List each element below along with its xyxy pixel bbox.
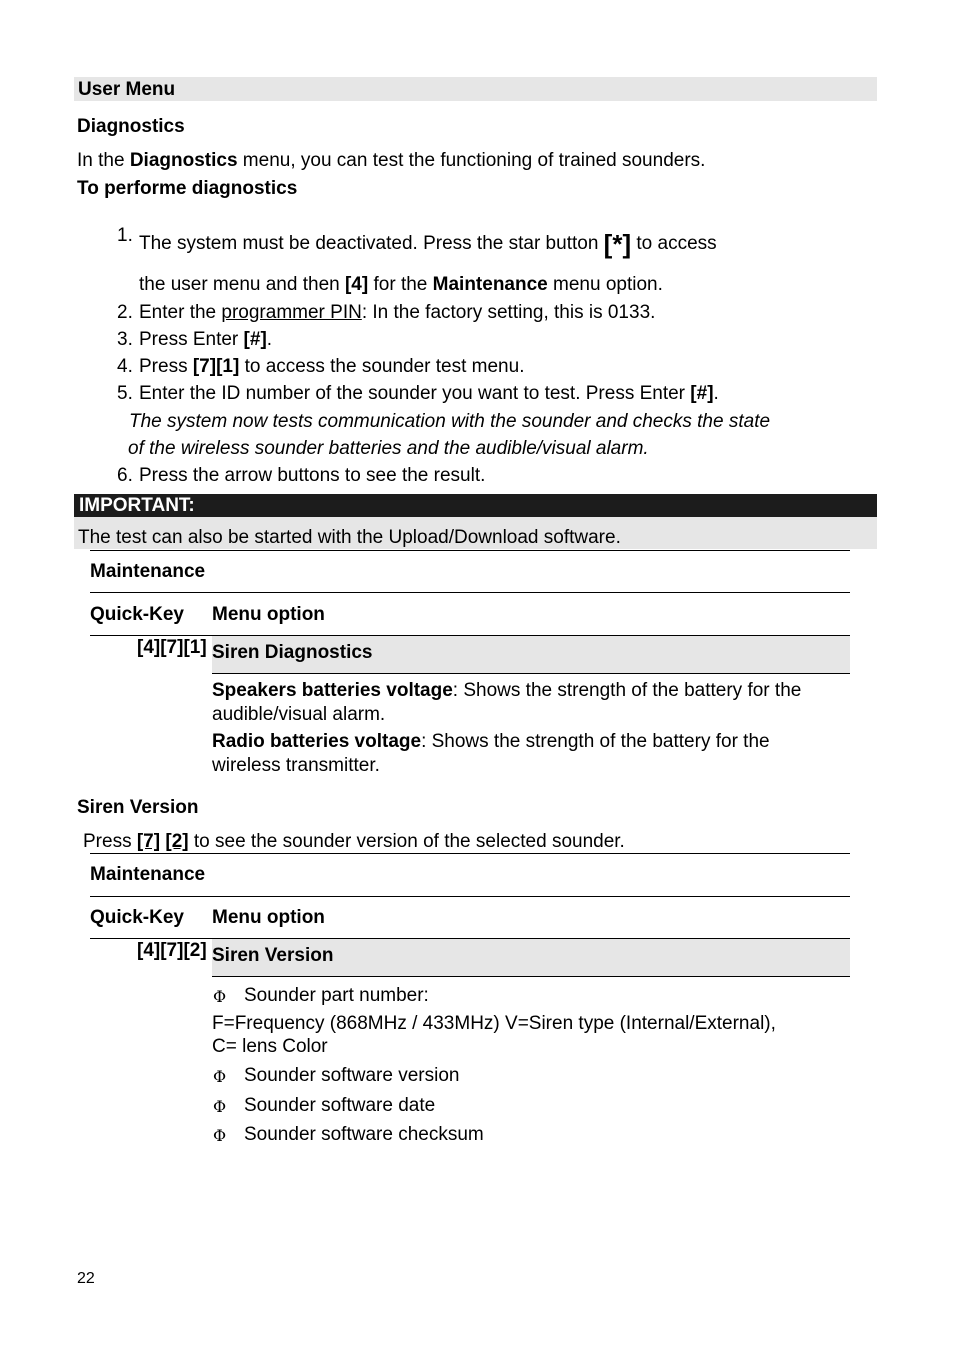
- step-4-number: 4.: [117, 356, 133, 377]
- step-3-text: Press Enter [#].: [139, 329, 273, 350]
- step-2-text: Enter the programmer PIN: In the factory setting, this is 0133.: [139, 302, 656, 323]
- step-6-number: 6.: [117, 465, 133, 486]
- table-2-key: [4][7][2]: [137, 940, 207, 961]
- table-1-detail-1: Speakers batteries voltage: Shows the strength of the battery for the: [212, 680, 802, 701]
- bullet-part-number: Sounder part number:: [244, 985, 429, 1006]
- step-5-number: 5.: [117, 383, 133, 404]
- part-number-detail-line-1: F=Frequency (868MHz / 433MHz) V=Siren type (Internal/External),: [212, 1013, 776, 1034]
- bullet-icon: Φ: [213, 987, 227, 1006]
- programmer-pin-link[interactable]: programmer PIN: [221, 302, 362, 323]
- bullet-icon: Φ: [213, 1126, 227, 1145]
- diagnostics-heading: Diagnostics: [77, 116, 185, 137]
- step-1-text: The system must be deactivated. Press the star button [*] to access: [139, 229, 717, 259]
- table-1-key: [4][7][1]: [137, 637, 207, 658]
- step-3-number: 3.: [117, 329, 133, 350]
- table-2-col-menu-option: Menu option: [212, 907, 325, 928]
- step-2-number: 2.: [117, 302, 133, 323]
- step-5-text: Enter the ID number of the sounder you want to test. Press Enter [#].: [139, 383, 719, 404]
- bullet-icon: Φ: [213, 1067, 227, 1086]
- table-1-detail-2: Radio batteries voltage: Shows the strength of the battery for the: [212, 731, 770, 752]
- table-2-option: Siren Version: [212, 945, 334, 966]
- step-1-number: 1.: [117, 225, 133, 246]
- step-5-note-line-2: of the wireless sounder batteries and the audible/visual alarm.: [128, 438, 649, 459]
- bullet-icon: Φ: [213, 1097, 227, 1116]
- bullet-software-date: Sounder software date: [244, 1095, 436, 1116]
- part-number-detail-line-2: C= lens Color: [212, 1036, 328, 1057]
- bullet-software-version: Sounder software version: [244, 1065, 460, 1086]
- step-1-continued: the user menu and then [4] for the Maintenance menu option.: [139, 274, 663, 295]
- page-number: 22: [77, 1270, 95, 1287]
- step-4-text: Press [7][1] to access the sounder test menu.: [139, 356, 525, 377]
- bullet-software-checksum: Sounder software checksum: [244, 1124, 484, 1145]
- step-6-text: Press the arrow buttons to see the result.: [139, 465, 486, 486]
- siren-version-heading: Siren Version: [77, 797, 199, 818]
- table-1-header-rule: [90, 592, 850, 593]
- table-2-col-quick-key: Quick-Key: [90, 907, 184, 928]
- diagnostics-intro: In the Diagnostics menu, you can test the functioning of trained sounders.: [77, 150, 706, 171]
- important-text: The test can also be started with the Upload/Download software.: [78, 527, 621, 548]
- section-header: User Menu: [78, 79, 176, 100]
- table-2-title: Maintenance: [90, 864, 206, 885]
- table-2-header-rule: [90, 896, 850, 897]
- table-1-col-menu-option: Menu option: [212, 604, 325, 625]
- step-5-note-line-1: The system now tests communication with the sounder and checks the state: [129, 411, 771, 432]
- table-1-option: Siren Diagnostics: [212, 642, 373, 663]
- table-1-top-rule: [90, 550, 850, 551]
- procedure-heading: To performe diagnostics: [77, 178, 298, 199]
- table-1-detail-1-line-2: audible/visual alarm.: [212, 704, 386, 725]
- siren-version-text: Press [7] [2] to see the sounder version of the selected sounder.: [83, 831, 625, 852]
- important-label: IMPORTANT:: [79, 495, 195, 516]
- table-1-col-quick-key: Quick-Key: [90, 604, 184, 625]
- table-1-title: Maintenance: [90, 561, 206, 582]
- table-2-top-rule: [90, 853, 850, 854]
- table-1-detail-2-line-2: wireless transmitter.: [212, 755, 380, 776]
- section-header-bar: [74, 77, 877, 101]
